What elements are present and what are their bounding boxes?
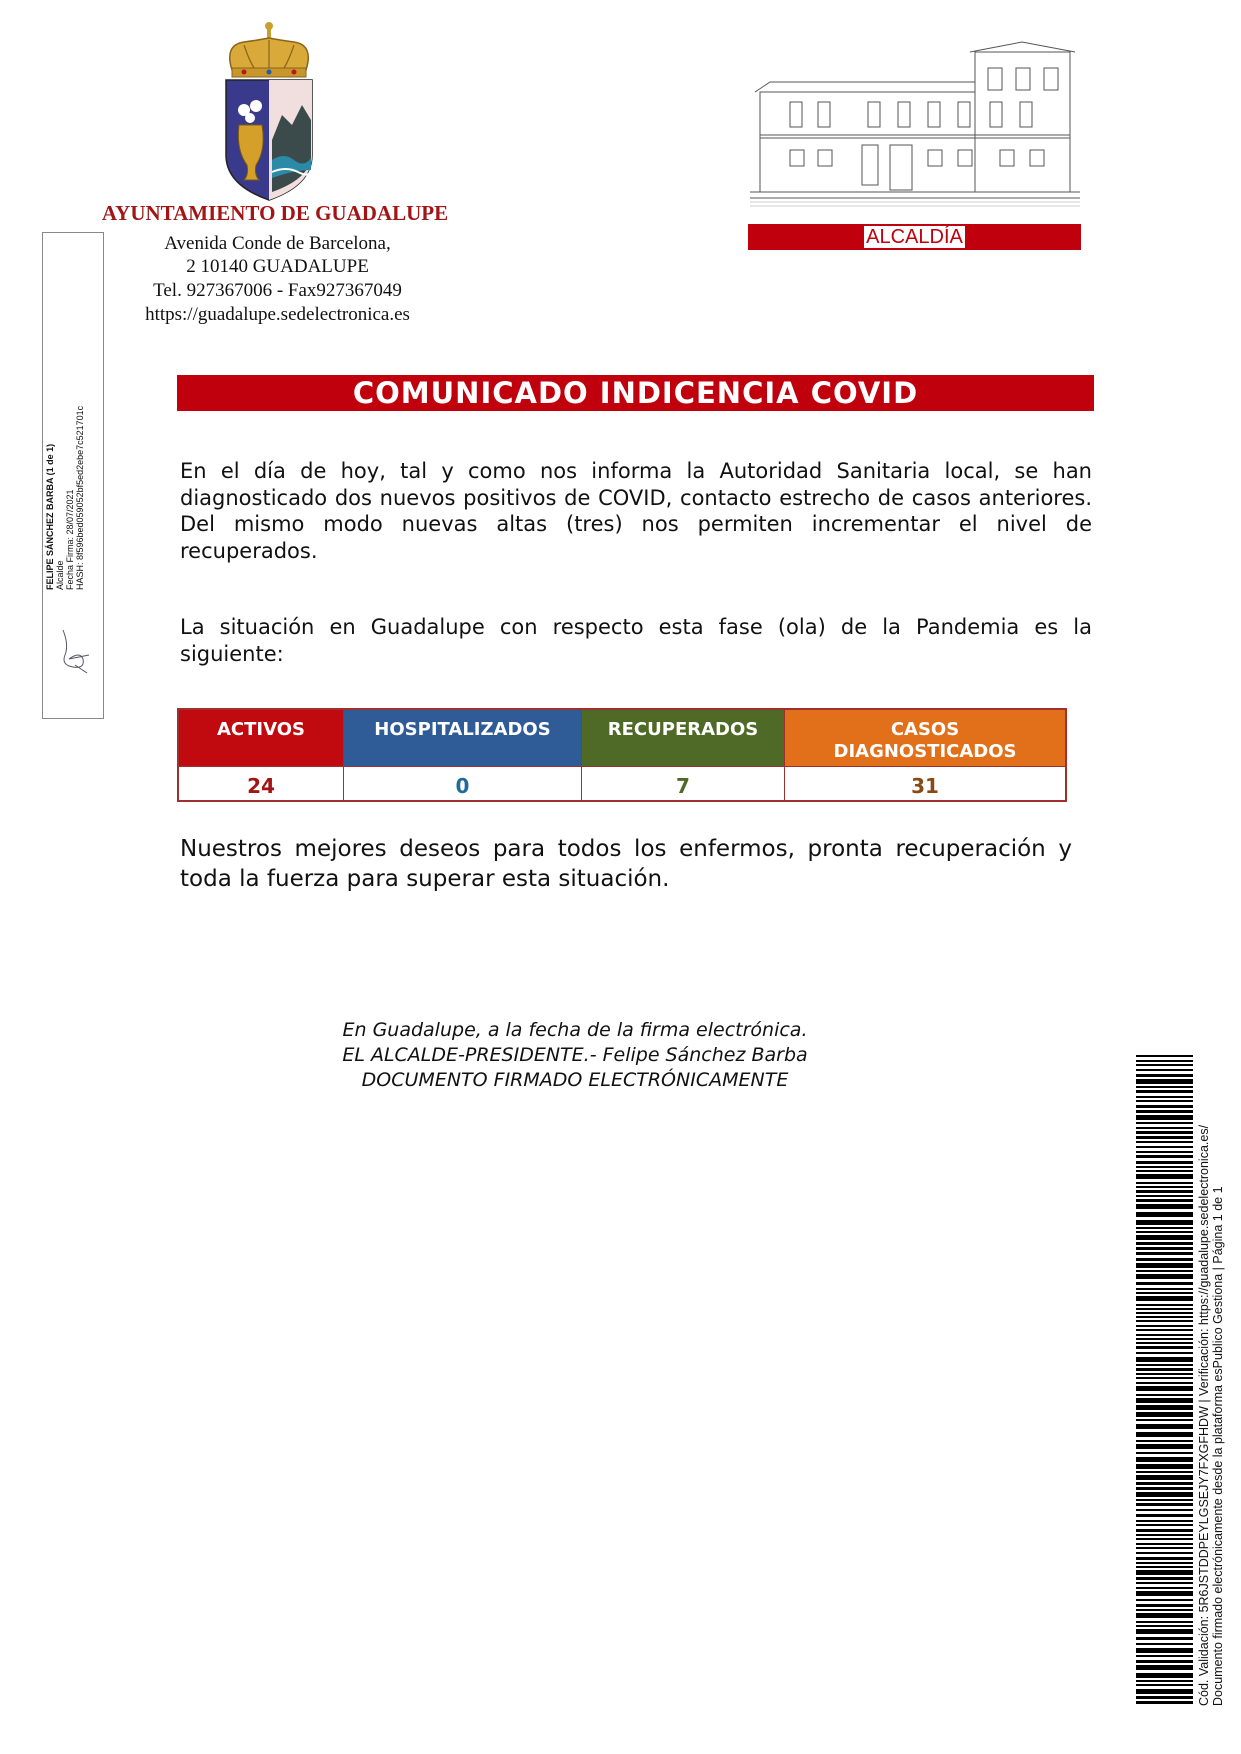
value-recuperados: 7 [581,766,784,800]
verification-platform-line: Documento firmado electrónicamente desde la plataforma esPublico Gestiona | Página 1 de 1 [1211,1186,1225,1706]
phone-fax-line: Tel. 927367006 - Fax927367049 [153,280,402,301]
verification-text [1197,1046,1225,1706]
department-banner [748,224,1081,250]
document-title: COMUNICADO INDICENCIA COVID [352,376,919,410]
signer-name: FELIPE SÁNCHEZ BARBA (1 de 1) [45,443,55,590]
paragraph-situation: La situación en Guadalupe con respecto esta fase (ola) de la Pandemia es la siguiente: [180,615,1092,666]
signature-stamp-text [45,170,85,590]
header-casos-diagnosticados: CASOS DIAGNOSTICADOS [784,710,1065,766]
paragraph-wishes: Nuestros mejores deseos para todos los enfermos, pronta recuperación y toda la fuerza para superar esta situación. [180,836,1072,892]
closing-signer: EL ALCALDE-PRESIDENTE.- Felipe Sánchez Barba [342,1044,808,1066]
organization-name: AYUNTAMIENTO DE GUADALUPE [101,201,449,225]
value-hospitalizados: 0 [343,766,581,800]
header-hospitalizados: HOSPITALIZADOS [343,710,581,766]
department-label: ALCALDÍA [866,226,963,248]
closing-place-date: En Guadalupe, a la fecha de la firma electrónica. [342,1019,808,1041]
verification-code-line: Cód. Validación: 5R6JSTDDPEYLGSEJY7FXGFHDW | Verificación: https://guadalupe.sedelectronica.es/ [1197,1124,1211,1706]
header-activos: ACTIVOS [179,710,343,766]
barcode-icon [1136,1055,1193,1705]
website-url: https://guadalupe.sedelectronica.es [145,304,410,325]
signature-hash: HASH: 8f596bed059052bf5ed2ebe7c521701c [75,405,85,590]
value-casos-diagnosticados: 31 [784,766,1065,800]
closing-signed-notice: DOCUMENTO FIRMADO ELECTRÓNICAMENTE [361,1069,789,1091]
document-title-banner [177,375,1094,411]
town-hall-building-icon [750,40,1080,210]
signature-date: Fecha Firma: 28/07/2021 [65,489,75,590]
address-line-1: Avenida Conde de Barcelona, [164,233,391,254]
coat-of-arms-icon [214,20,324,205]
signature-scribble-icon [55,625,95,675]
value-activos: 24 [179,766,343,800]
paragraph-intro: En el día de hoy, tal y como nos informa la Autoridad Sanitaria local, se han diagnosticado dos nuevos positivos de COVID, contacto estrecho de casos anteriores. Del mismo modo nuevas altas (tres) nos permiten incrementar el nivel de recuperados. [180,459,1092,563]
header-recuperados: RECUPERADOS [581,710,784,766]
covid-stats-table [177,708,1067,802]
signer-role: Alcalde [55,560,65,590]
address-line-2: 2 10140 GUADALUPE [186,256,369,277]
